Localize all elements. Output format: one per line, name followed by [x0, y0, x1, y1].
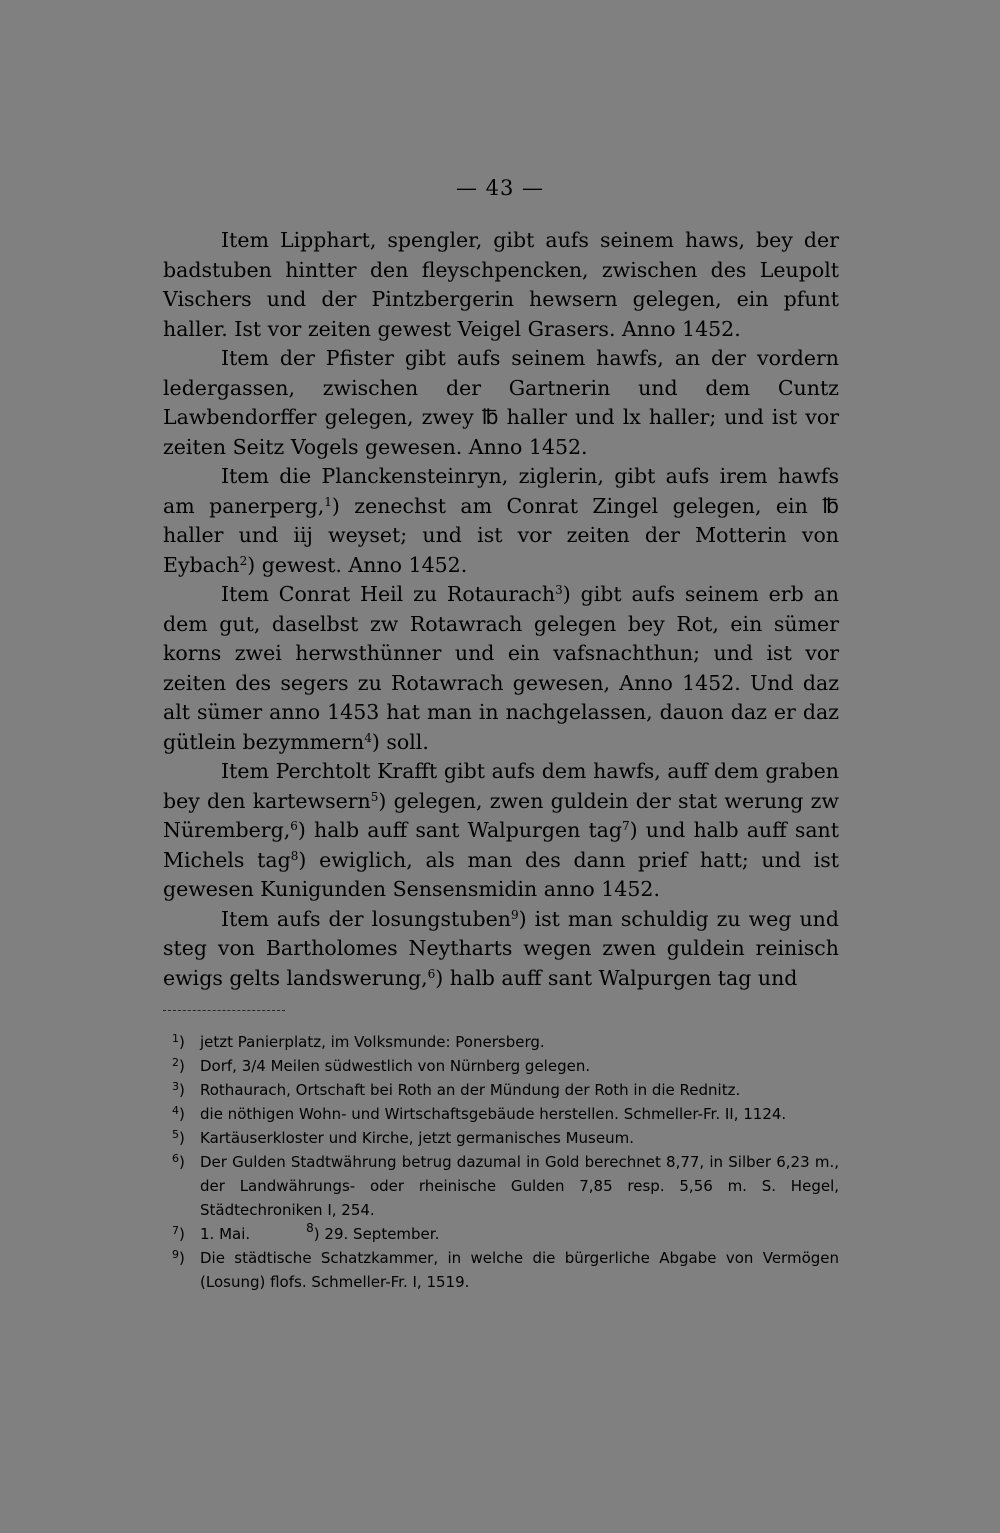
footnote-ref: 2	[239, 553, 248, 568]
paragraph-5	[163, 757, 839, 905]
paragraph-text: ) halb auff sant Walpurgen tag	[297, 818, 623, 842]
pound-symbol: ℔	[822, 493, 839, 518]
footnote-text: Rothaurach, Ortschaft bei Roth an der Mündung der Roth in die Rednitz.	[200, 1081, 741, 1099]
footnote-ref: 8	[290, 848, 299, 863]
footnote-number: $^5$)	[172, 1128, 185, 1147]
footnote-7: $^7$) 1. Mai. $^8$) 29. September.	[200, 1222, 839, 1246]
footnote-5	[172, 1126, 839, 1150]
paragraph-text: ) gewest. Anno 1452.	[247, 552, 468, 577]
footnote-1	[172, 1030, 839, 1054]
footnote-number: $^2$)	[172, 1056, 185, 1075]
footnote-text: 29. September.	[324, 1225, 440, 1243]
footnote-ref: 4	[364, 730, 372, 745]
page-number: — 43 —	[455, 176, 545, 200]
paragraph-6	[163, 905, 839, 994]
footnote-6	[172, 1150, 839, 1222]
footnote-number: $^1$)	[172, 1032, 185, 1051]
footnote-ref: 6	[427, 966, 436, 981]
paragraph-1	[163, 226, 839, 344]
footnote-3	[172, 1078, 839, 1102]
paragraph-text: ) gelegen, zwen guldein der stat werung zw Nüremberg,	[163, 788, 839, 842]
paragraph-text: Item Lipphart, spengler, gibt aufs seinem haws, bey der badstuben hintter den fleyschpencken, zwischen des Leupolt Vischers und der Pintzbergerin hewsern gelegen, ein pfunt haller. Ist vor zeiten gewest Veigel Grasers. Anno 1452.	[163, 228, 839, 341]
paragraph-text: haller und lx haller; und ist vor zeiten Seitz Vogels gewesen. Anno 1452.	[163, 405, 839, 459]
paragraph-text: ) zenechst am Conrat Zingel gelegen, ein	[331, 493, 823, 518]
paragraph-text: haller und iij weyset; und ist vor zeiten der Motterin von Eybach	[163, 523, 839, 577]
footnote-number: 8	[306, 1221, 314, 1235]
footnote-text: die nöthigen Wohn- und Wirtschaftsgebäude herstellen. Schmeller-Fr. II, 1124.	[200, 1105, 787, 1123]
footnote-number: $^7$)	[172, 1224, 185, 1243]
footnote-ref: 5	[370, 789, 379, 804]
paragraph-4	[163, 580, 839, 757]
pound-symbol: ℔	[481, 405, 499, 429]
paragraph-text: ) soll.	[371, 729, 429, 754]
paragraph-text: ) gibt aufs seinem erb an dem gut, daselbst zw Rotawrach gelegen bey Rot, ein sümer korns zwei herwsthünner und ein vafsnachthun; und ist vor zeiten des segers zu Rotawrach gewesen, Anno 1452. Und daz alt sümer anno 1453 hat man in nachgelassen, dauon daz er daz gütlein bezymmern	[163, 582, 839, 754]
footnote-ref: 6	[290, 819, 298, 833]
footnote-text: 1. Mai.	[200, 1225, 251, 1243]
paragraph-text: Item Perchtolt Krafft gibt aufs dem hawfs, auff dem graben bey den kartewsern	[163, 759, 839, 813]
footnote-text: Dorf, 3/4 Meilen südwestlich von Nürnberg gelegen.	[200, 1057, 591, 1075]
footnote-9	[172, 1246, 839, 1294]
footnote-number: $^3$)	[172, 1080, 185, 1099]
footnote-4	[172, 1102, 839, 1126]
paragraph-text: ) ewiglich, als man des dann prief hatt; und ist gewesen Kunigunden Sensensmidin anno 1452.	[163, 847, 839, 901]
footnote-ref: 7	[622, 819, 630, 833]
footnote-number: $^9$)	[172, 1248, 185, 1267]
footnote-ref: 1	[324, 494, 332, 509]
paragraph-text: Item aufs der losungstuben	[221, 906, 511, 931]
footnote-text: Kartäuserkloster und Kirche, jetzt germanisches Museum.	[200, 1129, 634, 1147]
footnote-ref: 9	[510, 907, 519, 922]
footnotes	[172, 1030, 839, 1294]
footnote-divider	[163, 1010, 285, 1011]
footnote-text: jetzt Panierplatz, im Volksmunde: Ponersberg.	[200, 1033, 545, 1051]
paragraph-2	[163, 344, 839, 462]
footnote-text: Die städtische Schatzkammer, in welche die bürgerliche Abgabe von Vermögen (Losung) flofs. Schmeller-Fr. I, 1519.	[200, 1249, 839, 1291]
footnote-number: $^6$)	[172, 1152, 185, 1171]
paragraph-text: ) und halb auff sant Michels tag	[163, 818, 839, 872]
paragraph-text: ) halb auff sant Walpurgen tag und	[435, 965, 798, 990]
paragraph-text: Item die Planckensteinryn, ziglerin, gibt aufs irem hawfs am panerperg,	[163, 464, 839, 518]
paragraph-text: Item Conrat Heil zu Rotaurach	[221, 582, 556, 606]
paragraph-3	[163, 462, 839, 580]
footnote-ref: 3	[555, 583, 563, 597]
paragraph-text: Item der Pfister gibt aufs seinem hawfs, an der vordern ledergassen, zwischen der Gartnerin und dem Cuntz Lawbendorffer gelegen, zwey	[163, 346, 839, 429]
paragraph-text: ) ist man schuldig zu weg und steg von Bartholomes Neytharts wegen zwen guldein reinisch ewigs gelts landswerung,	[163, 906, 839, 990]
main-text	[163, 226, 839, 993]
footnote-text: Der Gulden Stadtwährung betrug dazumal in Gold berechnet 8,77, in Silber 6,23 m., der Landwährungs- oder rheinische Gulden 7,85 resp. 5,56 m. S. Hegel, Städtechroniken I, 254.	[200, 1153, 839, 1219]
footnote-2	[172, 1054, 839, 1078]
footnote-number: $^4$)	[172, 1104, 185, 1123]
